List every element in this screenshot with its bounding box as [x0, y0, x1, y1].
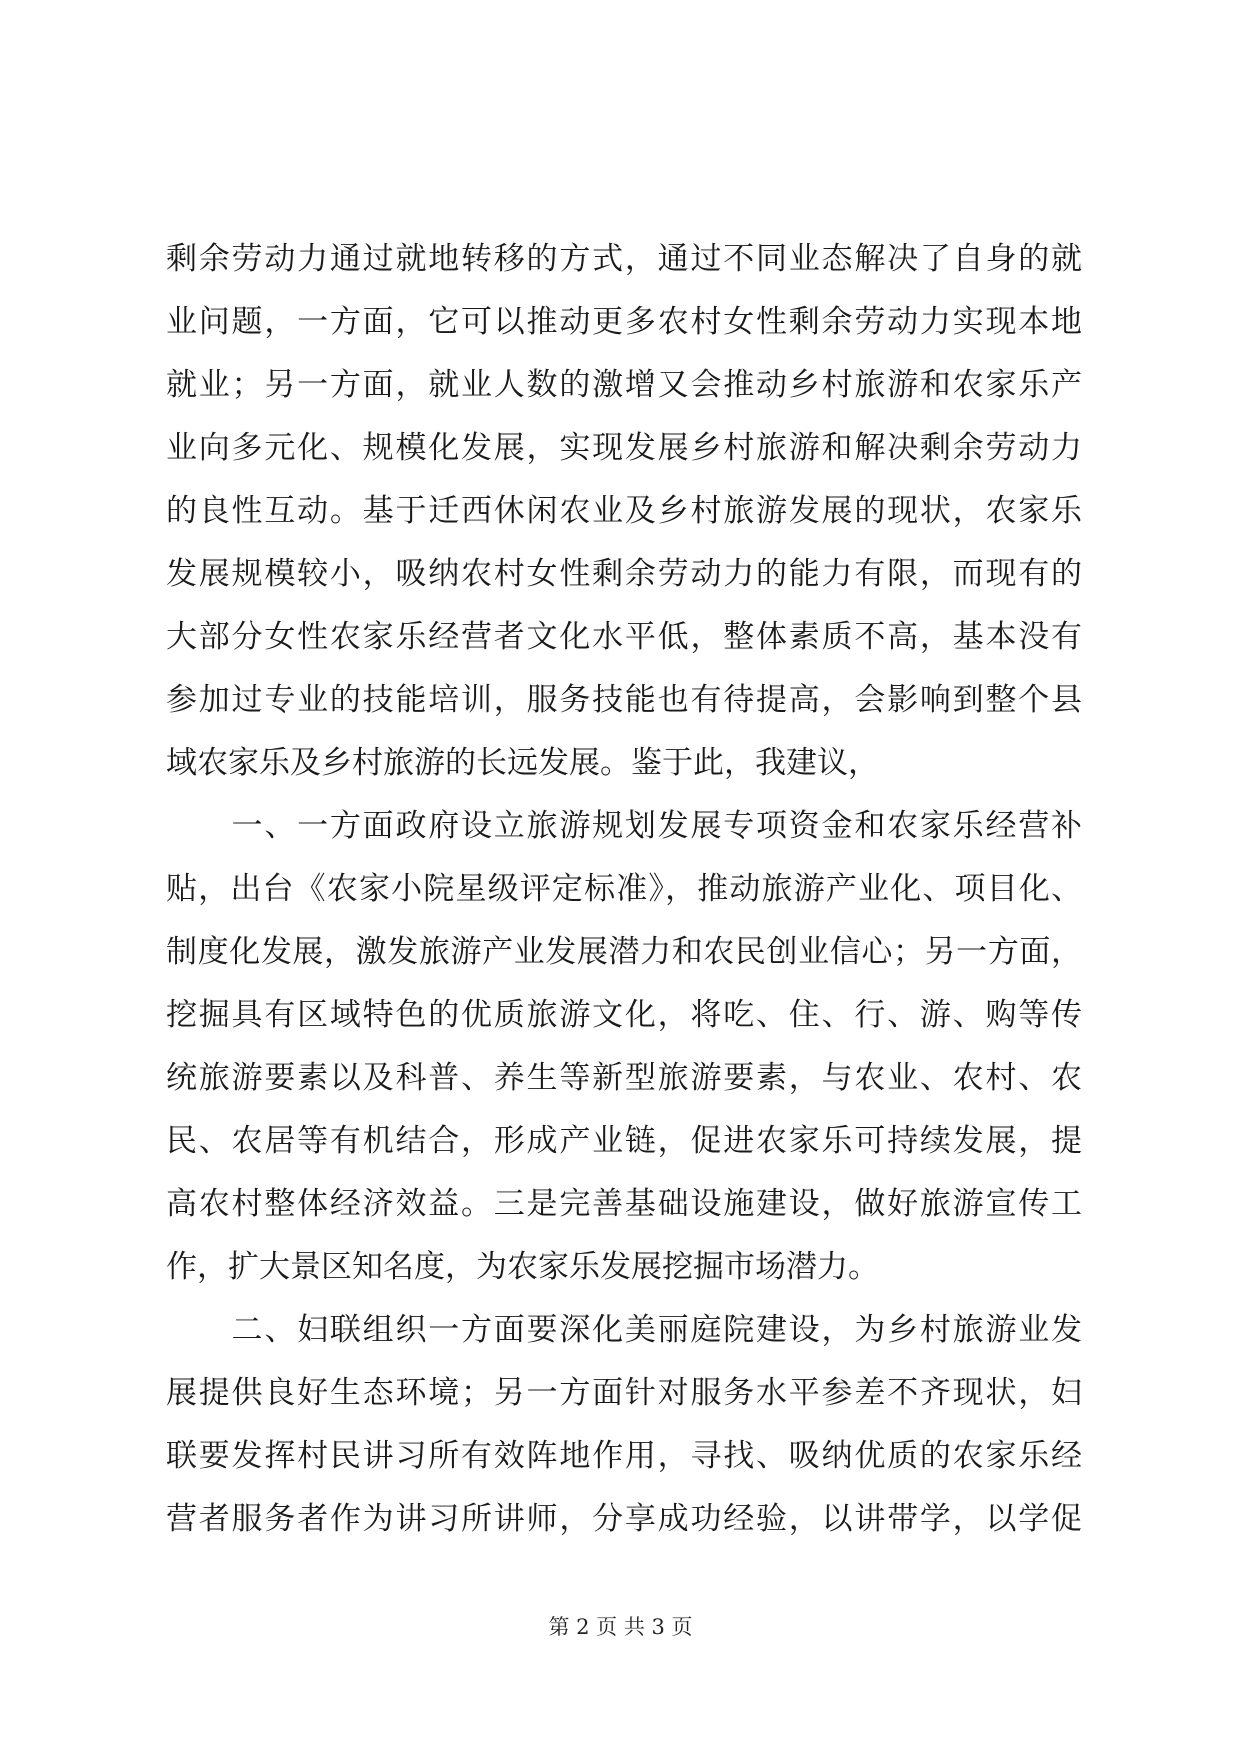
- text-line: 域农家乐及乡村旅游的长远发展。鉴于此，我建议，: [166, 745, 879, 781]
- page-footer: 第 2 页 共 3 页: [548, 1615, 693, 1639]
- body-text: [166, 228, 1082, 1551]
- text-line: 一、一方面政府设立旅游规划发展专项资金和农家乐经营补: [166, 808, 1082, 844]
- text-line: 就业；另一方面，就业人数的激增又会推动乡村旅游和农家乐产: [166, 367, 1082, 403]
- text-line: 统旅游要素以及科普、养生等新型旅游要素，与农业、农村、农: [166, 1060, 1082, 1096]
- text-line: 二、妇联组织一方面要深化美丽庭院建设，为乡村旅游业发: [166, 1312, 1082, 1348]
- text-line: 展提供良好生态环境；另一方面针对服务水平参差不齐现状，妇: [166, 1375, 1082, 1411]
- text-line: 的良性互动。基于迁西休闲农业及乡村旅游发展的现状，农家乐: [166, 493, 1082, 529]
- text-line: 贴，出台《农家小院星级评定标准》，推动旅游产业化、项目化、: [166, 871, 1082, 907]
- text-line: 大部分女性农家乐经营者文化水平低，整体素质不高，基本没有: [166, 619, 1082, 655]
- text-line: 制度化发展，激发旅游产业发展潜力和农民创业信心；另一方面，: [166, 934, 1082, 970]
- text-line: 剩余劳动力通过就地转移的方式，通过不同业态解决了自身的就: [166, 241, 1082, 277]
- text-line: 联要发挥村民讲习所有效阵地作用，寻找、吸纳优质的农家乐经: [166, 1438, 1082, 1474]
- text-line: 业向多元化、规模化发展，实现发展乡村旅游和解决剩余劳动力: [166, 430, 1082, 466]
- text-line: 挖掘具有区域特色的优质旅游文化，将吃、住、行、游、购等传: [166, 997, 1082, 1033]
- text-line: 营者服务者作为讲习所讲师，分享成功经验，以讲带学，以学促: [166, 1501, 1082, 1537]
- text-line: 参加过专业的技能培训，服务技能也有待提高，会影响到整个县: [166, 682, 1082, 718]
- text-line: 作，扩大景区知名度，为农家乐发展挖掘市场潜力。: [166, 1249, 879, 1285]
- text-line: 发展规模较小，吸纳农村女性剩余劳动力的能力有限，而现有的: [166, 556, 1082, 592]
- text-line: 业问题，一方面，它可以推动更多农村女性剩余劳动力实现本地: [166, 304, 1082, 340]
- text-line: 民、农居等有机结合，形成产业链，促进农家乐可持续发展，提: [166, 1123, 1082, 1159]
- text-line: 高农村整体经济效益。三是完善基础设施建设，做好旅游宣传工: [166, 1186, 1082, 1222]
